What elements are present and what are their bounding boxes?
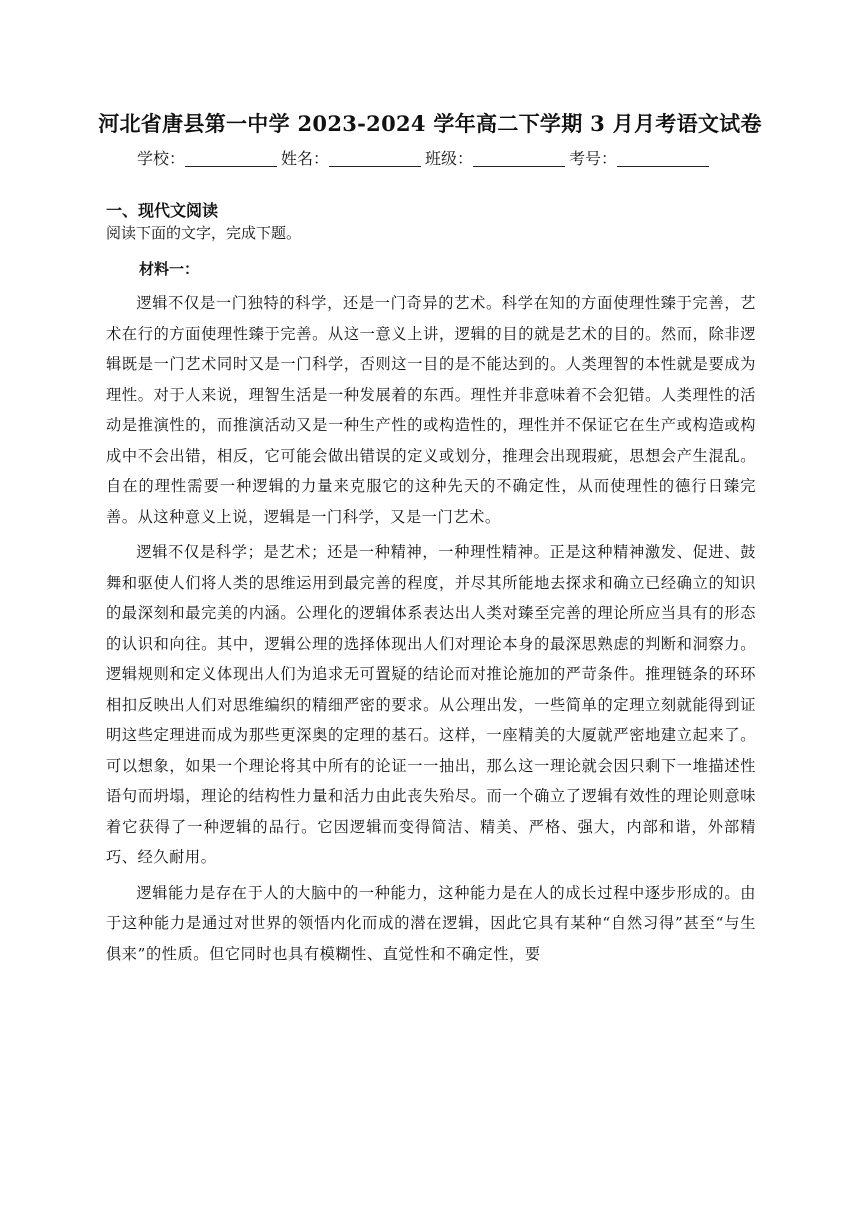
reading-passage bbox=[106, 288, 756, 974]
material-label: 材料一： bbox=[139, 260, 200, 278]
reading-instruction: 阅读下面的文字，完成下题。 bbox=[106, 224, 302, 242]
class-blank bbox=[473, 150, 565, 167]
passage-paragraph-2: 逻辑不仅是科学；是艺术；还是一种精神，一种理性精神。正是这种精神激发、促进、鼓舞和驱使人们将人类的思维运用到最完善的程度，并尽其所能地去探求和确立已经确立的知识的最深刻和最完美的内涵。公理化的逻辑体系表达出人类对臻至完善的理论所应当具有的形态的认识和向往。其中，逻辑公理的选择体现出人们对理论本身的最深思熟虑的判断和洞察力。逻辑规则和定义体现出人们为追求无可置疑的结论而对推论施加的严苛条件。推理链条的环环相扣反映出人们对思维编织的精细严密的要求。从公理出发，一些简单的定理立刻就能得到证明这些定理进而成为那些更深奥的定理的基石。这样，一座精美的大厦就严密地建立起来了。可以想象，如果一个理论将其中所有的论证一一抽出，那么这一理论就会因只剩下一堆描述性语句而坍塌，理论的结构性力量和活力由此丧失殆尽。而一个确立了逻辑有效性的理论则意味着它获得了一种逻辑的品行。它因逻辑而变得简洁、精美、严格、强大，内部和谐，外部精巧、经久耐用。 bbox=[106, 543, 756, 866]
school-blank bbox=[185, 150, 277, 167]
passage-paragraph-1: 逻辑不仅是一门独特的科学，还是一门奇异的艺术。科学在知的方面使理性臻于完善，艺术在行的方面使理性臻于完善。从这一意义上讲，逻辑的目的就是艺术的目的。然而，除非逻辑既是一门艺术同时又是一门科学，否则这一目的是不能达到的。人类理智的本性就是要成为理性。对于人来说，理智生活是一种发展着的东西。理性并非意味着不会犯错。人类理性的活动是推演性的，而推演活动又是一种生产性的或构造性的，理性并不保证它在生产或构造或构成中不会出错，相反，它可能会做出错误的定义或划分，推理会出现瑕疵，思想会产生混乱。自在的理性需要一种逻辑的力量来克服它的这种先天的不确定性，从而使理性的德行日臻完善。从这种意义上说，逻辑是一门科学，又是一门艺术。 bbox=[106, 294, 756, 526]
exam-number-label: 考号： bbox=[569, 149, 618, 168]
section-heading: 一、现代文阅读 bbox=[106, 201, 219, 220]
student-info-line bbox=[137, 146, 713, 169]
name-blank bbox=[329, 150, 421, 167]
exam-title: 河北省唐县第一中学 2023-2024 学年高二下学期 3 月月考语文试卷 bbox=[98, 111, 762, 136]
passage-paragraph-3: 逻辑能力是存在于人的大脑中的一种能力，这种能力是在人的成长过程中逐步形成的。由于这种能力是通过对世界的领悟内化而成的潜在逻辑，因此它具有某种“自然习得”甚至“与生俱来”的性质。但它同时也具有模糊性、直觉性和不确定性，要 bbox=[106, 883, 756, 963]
class-label: 班级： bbox=[425, 149, 474, 168]
school-label: 学校： bbox=[137, 149, 186, 168]
name-label: 姓名： bbox=[281, 149, 330, 168]
exam-number-blank bbox=[617, 150, 709, 167]
